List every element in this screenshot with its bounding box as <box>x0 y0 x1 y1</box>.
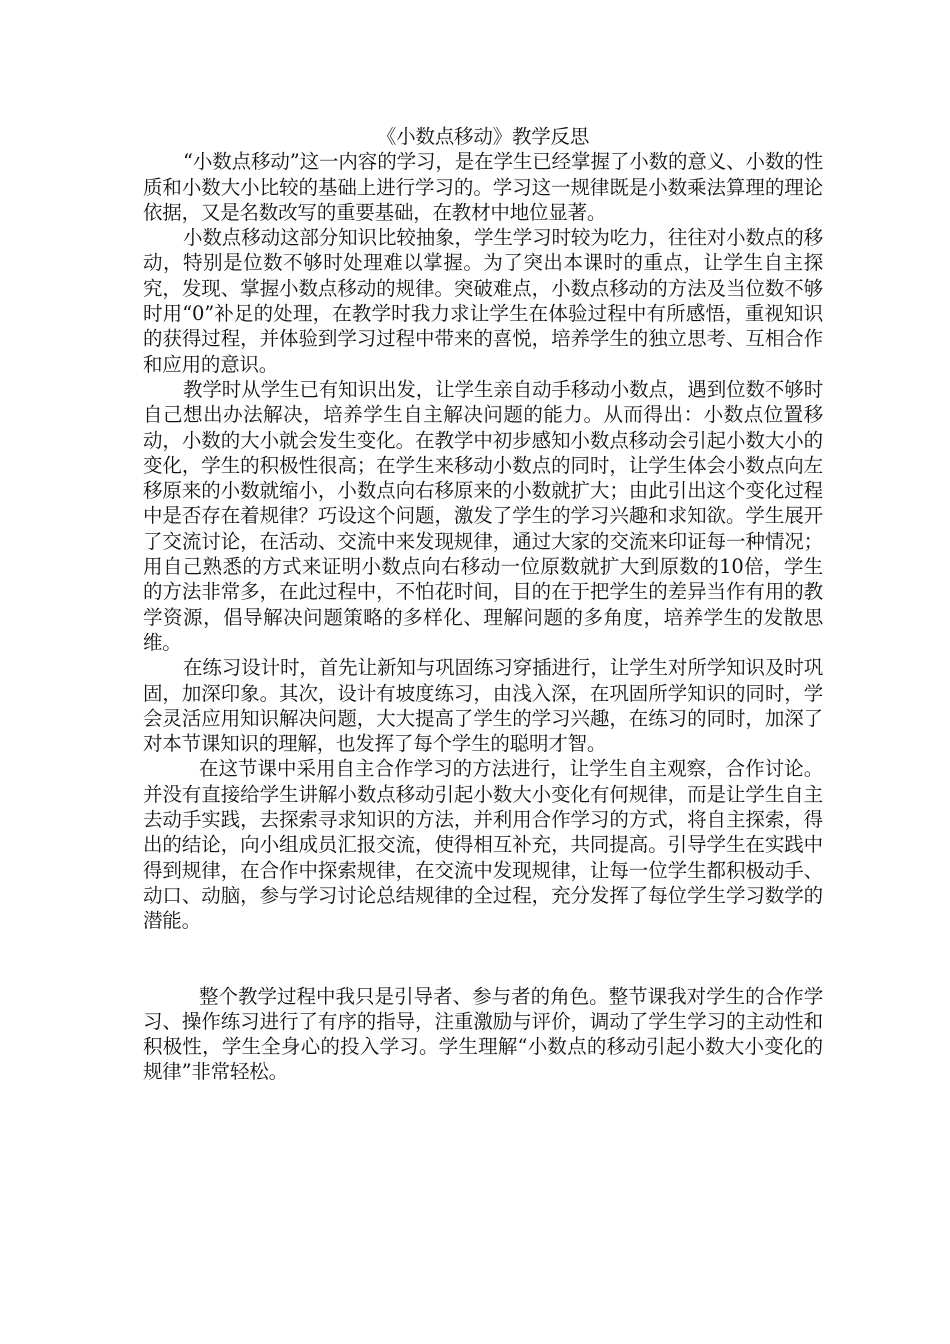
document-title: 《小数点移动》教学反思 <box>376 125 590 148</box>
paragraph-cooperative-learning: 在这节课中采用自主合作学习的方法进行，让学生自主观察，合作讨论。并没有直接给学生讲解小数点移动引起小数大小变化有何规律，而是让学生自主去动手实践，去探索寻求知识的方法，并利用合作学习的方式，将自主探索，得出的结论，向小组成员汇报交流，使得相互补充，共同提高。引导学生在实践中得到规律，在合作中探索规律，在交流中发现规律，让每一位学生都积极动手、动口、动脑，参与学习讨论总结规律的全过程，充分发挥了每位学生学习数学的潜能。 <box>143 757 823 933</box>
paragraph-exercise-design: 在练习设计时，首先让新知与巩固练习穿插进行，让学生对所学知识及时巩固，加深印象。其次，设计有坡度练习，由浅入深，在巩固所学知识的同时，学会灵活应用知识解决问题，大大提高了学生的学习兴趣，在练习的同时，加深了对本节课知识的理解，也发挥了每个学生的聪明才智。 <box>143 656 823 756</box>
paragraph-difficulty: 小数点移动这部分知识比较抽象，学生学习时较为吃力，往往对小数点的移动，特别是位数不够时处理难以掌握。为了突出本课时的重点，让学生自主探究，发现、掌握小数点移动的规律。突破难点，小数点移动的方法及当位数不够时用“0”补足的处理，在教学时我力求让学生在体验过程中有所感悟，重视知识的获得过程，并体验到学习过程中带来的喜悦，培养学生的独立思考、互相合作和应用的意识。 <box>143 226 823 376</box>
paragraph-conclusion: 整个教学过程中我只是引导者、参与者的角色。整节课我对学生的合作学习、操作练习进行了有序的指导，注重激励与评价，调动了学生学习的主动性和积极性，学生全身心的投入学习。学生理解“小数点的移动引起小数大小变化的规律”非常轻松。 <box>143 984 823 1084</box>
paragraph-intro: “小数点移动”这一内容的学习，是在学生已经掌握了小数的意义、小数的性质和小数大小比较的基础上进行学习的。学习这一规律既是小数乘法算理的理论依据，又是名数改写的重要基础，在教材中地位显著。 <box>143 150 823 224</box>
document-body <box>143 124 823 1085</box>
paragraph-teaching-process: 教学时从学生已有知识出发，让学生亲自动手移动小数点，遇到位数不够时自己想出办法解决，培养学生自主解决问题的能力。从而得出：小数点位置移动，小数的大小就会发生变化。在教学中初步感知小数点移动会引起小数大小的变化，学生的积极性很高；在学生来移动小数点的同时，让学生体会小数点向左移原来的小数就缩小，小数点向右移原来的小数就扩大；由此引出这个变化过程中是否存在着规律？巧设这个问题，激发了学生的学习兴趣和求知欲。学生展开了交流讨论，在活动、交流中来发现规律，通过大家的交流来印证每一种情况；用自己熟悉的方式来证明小数点向右移动一位原数就扩大到原数的10倍，学生的方法非常多，在此过程中，不怕花时间，目的在于把学生的差异当作有用的教学资源，倡导解决问题策略的多样化、理解问题的多角度，培养学生的发散思维。 <box>143 377 823 654</box>
paragraph-spacer <box>143 934 823 984</box>
